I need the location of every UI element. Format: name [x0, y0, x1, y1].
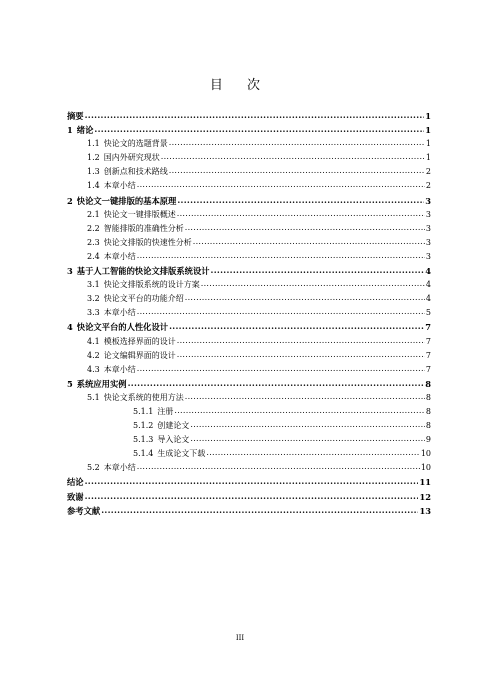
toc-entry-page: 5	[425, 308, 431, 318]
toc-dot-leader	[177, 348, 425, 362]
toc-entry-number: 5.1	[87, 392, 100, 402]
toc-dot-leader	[211, 263, 425, 277]
toc-entry-number: 2.2	[87, 223, 100, 233]
toc-dot-leader	[101, 503, 418, 517]
toc-entry-number: 5.1.1	[133, 406, 154, 416]
toc-entry[interactable]	[67, 391, 431, 405]
toc-entry-title: 绪论	[76, 125, 94, 136]
toc-entry[interactable]	[67, 433, 431, 447]
toc-entry-number: 2	[67, 195, 73, 206]
toc-entry[interactable]	[67, 377, 431, 391]
toc-entry-number: 5.2	[87, 463, 100, 473]
toc-entry-page: 3	[425, 251, 431, 261]
toc-entry-page: 4	[425, 266, 431, 277]
toc-entry[interactable]	[67, 335, 431, 349]
toc-entry-number: 4	[67, 322, 73, 333]
toc-dot-leader	[169, 136, 425, 150]
toc-entry-page: 2	[425, 181, 431, 191]
toc-entry-page: 11	[419, 477, 431, 488]
toc-entry-title: 本章小结	[103, 308, 136, 318]
toc-entry-title: 摘要	[67, 111, 84, 121]
toc-dot-leader	[94, 122, 424, 136]
toc-entry-title: 快论文的选题背景	[103, 139, 168, 149]
toc-dot-leader	[137, 460, 420, 474]
toc-entry-title: 生成论文下载	[157, 449, 206, 459]
toc-entry-title: 结论	[67, 477, 84, 488]
toc-dot-leader	[177, 334, 425, 348]
toc-entry[interactable]	[67, 292, 431, 306]
toc-entry[interactable]	[67, 123, 431, 137]
toc-dot-leader	[137, 249, 425, 263]
toc-dot-leader	[137, 305, 425, 319]
toc-entry-title: 快论文一键排版概述	[103, 209, 176, 219]
toc-entry-page: 4	[425, 294, 431, 304]
toc-entry-number: 2.4	[87, 251, 100, 261]
toc-entry-number: 1.4	[87, 181, 100, 191]
toc-entry-number: 3.1	[87, 280, 100, 290]
toc-entry-page: 3	[425, 237, 431, 247]
toc-entry-number: 4.1	[87, 336, 100, 346]
toc-entry[interactable]	[67, 320, 431, 334]
toc-entry-number: 1.1	[87, 139, 100, 149]
toc-entry-title: 基于人工智能的快论文排版系统设计	[76, 266, 210, 277]
toc-dot-leader	[185, 221, 425, 235]
toc-entry-title: 参考文献	[67, 505, 101, 516]
toc-entry-page: 8	[425, 392, 431, 402]
toc-entry-title: 本章小结	[103, 364, 136, 374]
toc-dot-leader	[190, 432, 425, 446]
toc-entry[interactable]	[67, 137, 431, 151]
toc-entry-page: 12	[419, 491, 431, 502]
toc-entry-number: 3.2	[87, 294, 100, 304]
toc-entry-title: 本章小结	[103, 463, 136, 473]
toc-entry-title: 创新点和技术路线	[103, 167, 168, 177]
toc-dot-leader	[85, 474, 419, 488]
toc-dot-leader	[137, 362, 425, 376]
toc-entry-number: 2.1	[87, 209, 100, 219]
toc-entry[interactable]	[67, 165, 431, 179]
toc-entry-number: 1.3	[87, 167, 100, 177]
toc-entry-page: 7	[425, 350, 431, 360]
toc-entry[interactable]	[67, 349, 431, 363]
toc-entry-page: 7	[425, 336, 431, 346]
toc-entry-page: 8	[425, 378, 431, 389]
toc-entry-page: 9	[425, 435, 431, 445]
toc-entry-title: 国内外研究现状	[103, 153, 160, 163]
toc-entry-title: 致谢	[67, 491, 84, 502]
toc-entry-page: 10	[420, 449, 431, 459]
toc-entry-title: 快论文排版系统的设计方案	[103, 280, 200, 290]
toc-entry-title: 智能排版的准确性分析	[103, 223, 184, 233]
toc-entry-page: 10	[420, 463, 431, 473]
toc-entry[interactable]	[67, 419, 431, 433]
toc-entry-title: 快论文排版的快速性分析	[103, 237, 192, 247]
toc-entry-title: 快论文一键排版的基本原理	[76, 195, 177, 206]
toc-entry-title: 本章小结	[103, 181, 136, 191]
toc-dot-leader	[193, 235, 425, 249]
toc-dot-leader	[185, 390, 425, 404]
toc-dot-leader	[169, 319, 424, 333]
toc-entry-title: 快论文平台的人性化设计	[76, 322, 169, 333]
toc-entry[interactable]	[67, 236, 431, 250]
toc-entry-title: 快论文平台的功能介绍	[103, 294, 184, 304]
toc-entry-number: 1	[67, 125, 73, 136]
toc-entry-title: 快论文系统的使用方法	[103, 392, 184, 402]
toc-dot-leader	[137, 178, 425, 192]
toc-dot-leader	[201, 277, 425, 291]
toc-entry[interactable]	[67, 264, 431, 278]
toc-entry[interactable]	[67, 490, 431, 504]
toc-entry[interactable]	[67, 208, 431, 222]
toc-entry-page: 1	[425, 139, 431, 149]
toc-dot-leader	[85, 108, 425, 122]
toc-entry[interactable]	[67, 278, 431, 292]
toc-entry-page: 1	[425, 125, 431, 136]
toc-dot-leader	[169, 164, 425, 178]
toc-entry-page: 3	[425, 195, 431, 206]
toc-dot-leader	[85, 489, 419, 503]
toc-entry-page: 3	[425, 209, 431, 219]
toc-dot-leader	[185, 291, 425, 305]
toc-entry-number: 5	[67, 378, 73, 389]
toc-entry-title: 系统应用实例	[76, 378, 127, 389]
toc-entry[interactable]	[67, 222, 431, 236]
toc-entry-page: 2	[425, 167, 431, 177]
toc-entry[interactable]	[67, 179, 431, 193]
toc-entry[interactable]	[67, 109, 431, 123]
toc-entry-number: 4.2	[87, 350, 100, 360]
toc-entry-page: 8	[425, 406, 431, 416]
toc-dot-leader	[190, 418, 425, 432]
toc-entry-title: 注册	[157, 406, 174, 416]
toc-entry-number: 2.3	[87, 237, 100, 247]
toc-entry-title: 本章小结	[103, 251, 136, 261]
toc-dot-leader	[206, 446, 419, 460]
toc-entry-number: 3	[67, 266, 73, 277]
toc-dot-leader	[161, 150, 425, 164]
toc-entry-title: 论文编辑界面的设计	[103, 350, 176, 360]
page-title: 目 次	[209, 78, 271, 93]
toc-dot-leader	[177, 207, 425, 221]
toc-entry[interactable]	[67, 151, 431, 165]
toc-entry-number: 5.1.4	[133, 449, 154, 459]
toc-entry[interactable]	[67, 250, 431, 264]
toc-entry-number: 5.1.3	[133, 435, 154, 445]
toc-entry-number: 4.3	[87, 364, 100, 374]
toc-dot-leader	[177, 193, 424, 207]
toc-entry-page: 13	[419, 505, 431, 516]
toc-entry-page: 8	[425, 421, 431, 431]
toc-entry-page: 1	[425, 111, 431, 121]
toc-entry[interactable]	[67, 363, 431, 377]
toc-entry-title: 导入论文	[157, 435, 190, 445]
toc-entry-page: 4	[425, 280, 431, 290]
toc-entry-title: 创建论文	[157, 421, 190, 431]
toc-entry-page: 7	[425, 322, 431, 333]
toc-entry-page: 3	[425, 223, 431, 233]
page-number: III	[235, 634, 245, 642]
toc-entry[interactable]	[67, 475, 431, 489]
toc-dot-leader	[128, 376, 425, 390]
toc-entry[interactable]	[67, 405, 431, 419]
toc-entry[interactable]	[67, 461, 431, 475]
toc-entry-number: 5.1.2	[133, 421, 154, 431]
toc-entry-title: 模板选择界面的设计	[103, 336, 176, 346]
toc-entry-number: 3.3	[87, 308, 100, 318]
toc-entry[interactable]	[67, 447, 431, 461]
toc-entry-page: 1	[425, 153, 431, 163]
table-of-contents	[67, 109, 431, 518]
toc-entry[interactable]	[67, 504, 431, 518]
toc-entry[interactable]	[67, 194, 431, 208]
toc-entry-page: 7	[425, 364, 431, 374]
toc-dot-leader	[174, 404, 425, 418]
toc-entry[interactable]	[67, 306, 431, 320]
toc-entry-number: 1.2	[87, 153, 100, 163]
